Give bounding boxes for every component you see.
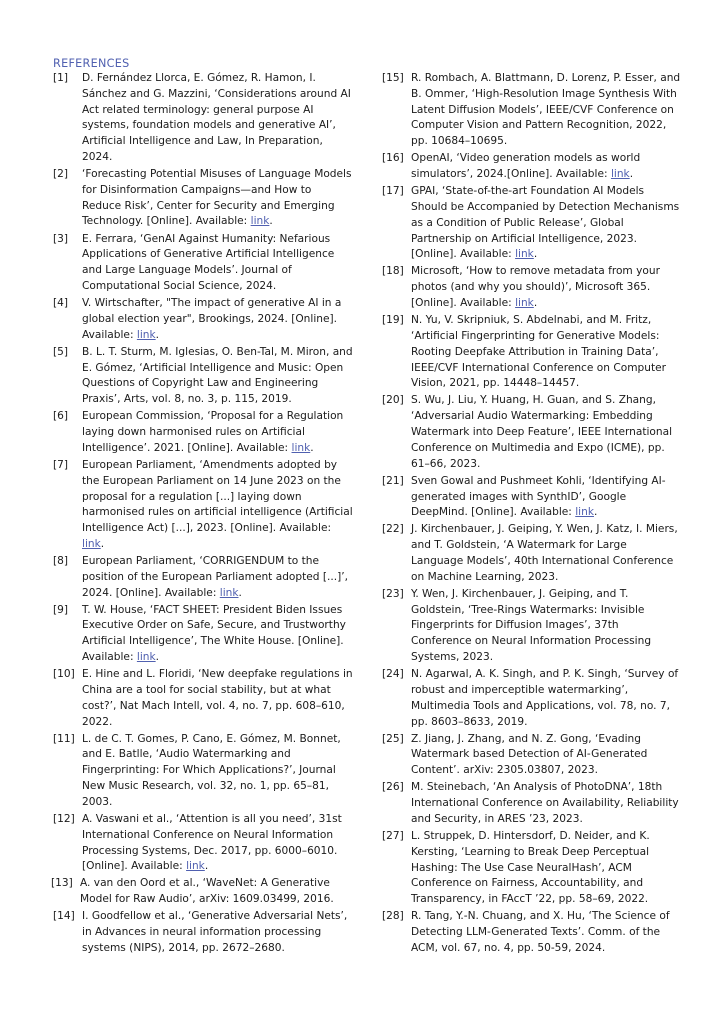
reference-tail: .	[155, 328, 160, 341]
reference-item	[53, 909, 353, 956]
reference-item	[53, 554, 353, 601]
reference-number: [12]	[53, 812, 75, 825]
reference-item	[53, 71, 353, 166]
reference-citation: B. L. T. Sturm, M. Iglesias, O. Ben-Tal, M. Miron, and E. Gómez, ‘Artificial Intelligence and Music: Open Questions of Copyright Law and Engineering Praxis’, Arts, vol. 8, no. 3, p. 115, 2019.	[82, 345, 353, 406]
reference-number: [17]	[382, 185, 404, 198]
reference-number: [18]	[382, 265, 404, 278]
reference-item	[53, 296, 353, 343]
reference-number: [20]	[382, 394, 404, 407]
reference-text	[82, 71, 353, 166]
reference-number: [16]	[382, 152, 404, 165]
references-heading: REFERENCES	[53, 57, 130, 70]
reference-link[interactable]: link	[219, 586, 239, 599]
reference-text	[411, 151, 682, 183]
reference-text	[82, 812, 353, 875]
reference-tail: .	[100, 537, 105, 550]
reference-item	[382, 71, 682, 150]
references-left-column	[53, 71, 353, 958]
reference-item	[382, 313, 682, 392]
reference-citation: E. Hine and L. Floridi, ‘New deepfake regulations in China are a tool for social stability, but at what cost?’, Nat Mach Intell, vol. 4, no. 7, pp. 608–610, 2022.	[82, 668, 353, 728]
reference-text	[82, 554, 353, 601]
reference-item	[382, 264, 682, 311]
reference-item	[53, 876, 353, 908]
reference-text	[82, 603, 353, 666]
reference-link[interactable]: link	[291, 441, 311, 454]
reference-link[interactable]: link	[515, 248, 534, 261]
reference-link[interactable]: link	[136, 651, 156, 664]
reference-item	[382, 667, 682, 730]
reference-item	[382, 522, 682, 585]
reference-tail: .	[533, 297, 538, 310]
reference-text	[411, 829, 682, 908]
reference-number: [19]	[382, 314, 404, 327]
reference-citation: L. de C. T. Gomes, P. Cano, E. Gómez, M. Bonnet, and E. Batlle, ‘Audio Watermarking and Fingerprinting: For Which Applications?’, Journal New Music Research, vol. 32, no. 1, pp. 65–81, 2003.	[82, 732, 341, 808]
reference-citation: A. van den Oord et al., ‘WaveNet: A Generative Model for Raw Audio’, arXiv: 1609.03499, 2016.	[80, 877, 334, 906]
reference-citation: European Parliament, ‘CORRIGENDUM to the position of the European Parliament adopted [...]’, 2024. [Online]. Available:	[82, 554, 348, 599]
reference-text	[411, 393, 682, 472]
reference-citation: R. Rombach, A. Blattmann, D. Lorenz, P. Esser, and B. Ommer, ‘High-Resolution Image Synthesis With Latent Diffusion Models’, IEEE/CVF Conference on Computer Vision and Pattern Recognition, 2022, pp. 10684–10695.	[411, 72, 681, 148]
reference-text	[82, 458, 353, 553]
reference-citation: V. Wirtschafter, "The impact of generative AI in a global election year", Brookings, 2024. [Online]. Available:	[82, 297, 342, 341]
reference-number: [10]	[53, 668, 75, 681]
reference-link[interactable]: link	[136, 328, 156, 341]
reference-number: [11]	[53, 732, 75, 745]
reference-number: [28]	[382, 910, 404, 923]
reference-number: [8]	[53, 554, 69, 567]
reference-item	[53, 232, 353, 295]
reference-tail: .	[238, 586, 242, 599]
reference-link[interactable]: link	[575, 506, 594, 519]
reference-citation: J. Kirchenbauer, J. Geiping, Y. Wen, J. Katz, I. Miers, and T. Goldstein, ‘A Watermark for Large Language Models’, 40th International Conference on Machine Learning, 2023.	[411, 523, 678, 583]
reference-citation: European Parliament, ‘Amendments adopted by the European Parliament on 14 June 2023 on the proposal for a regulation [...] laying down harmonised rules on artificial intelligence (Artificial Intelligence Act) [...], 2023. [Online]. Available:	[82, 458, 353, 535]
reference-number: [26]	[382, 781, 404, 794]
reference-number: [27]	[382, 830, 404, 843]
reference-item	[53, 409, 353, 456]
reference-number: [3]	[53, 232, 69, 245]
reference-citation: N. Yu, V. Skripniuk, S. Abdelnabi, and M. Fritz, ‘Artificial Fingerprinting for Generative Models: Rooting Deepfake Attribution in Training Data’, IEEE/CVF International Conference on Computer Vision, 2021, pp. 14448–14457.	[411, 314, 666, 390]
reference-number: [23]	[382, 587, 404, 600]
reference-number: [6]	[53, 410, 69, 423]
reference-number: [14]	[53, 910, 75, 923]
reference-text	[411, 780, 682, 827]
reference-text	[411, 184, 682, 263]
reference-number: [2]	[53, 168, 69, 181]
reference-text	[82, 732, 353, 811]
reference-citation: T. W. House, ‘FACT SHEET: President Biden Issues Executive Order on Safe, Secure, and Trustworthy Artificial Intelligence’, The White House. [Online]. Available:	[82, 603, 346, 664]
reference-citation: I. Goodfellow et al., ‘Generative Adversarial Nets’, in Advances in neural information processing systems (NIPS), 2014, pp. 2672–2680.	[82, 910, 348, 954]
reference-citation: E. Ferrara, ‘GenAI Against Humanity: Nefarious Applications of Generative Artificial Intelligence and Large Language Models’. Journal of Computational Social Science, 2024.	[82, 232, 335, 292]
reference-number: [1]	[53, 72, 69, 84]
reference-text	[82, 409, 353, 456]
reference-citation: R. Tang, Y.-N. Chuang, and X. Hu, ‘The Science of Detecting LLM-Generated Texts’. Comm. of the ACM, vol. 67, no. 4, pp. 50-59, 2024.	[411, 910, 670, 954]
reference-link[interactable]: link	[610, 168, 630, 181]
reference-text	[82, 909, 353, 956]
reference-text	[80, 876, 353, 908]
reference-tail: .	[204, 860, 209, 873]
reference-tail: .	[269, 215, 273, 228]
reference-link[interactable]: link	[186, 860, 205, 873]
reference-citation: GPAI, ‘State-of-the-art Foundation AI Models Should be Accompanied by Detection Mechanisms as a Condition of Public Release’, Global Partnership on Artificial Intelligence, 2023. [Online]. Available:	[411, 185, 680, 261]
reference-text	[411, 522, 682, 585]
reference-text	[411, 732, 682, 779]
reference-number: [5]	[53, 345, 69, 358]
reference-citation: D. Fernández Llorca, E. Gómez, R. Hamon, I. Sánchez and G. Mazzini, ‘Considerations around AI Act related terminology: general purpose AI systems, foundation models and generative AI’, Artificial Intelligence and Law, In Preparation, 2024.	[82, 72, 351, 163]
reference-number: [25]	[382, 732, 404, 745]
reference-citation: Microsoft, ‘How to remove metadata from your photos (and why you should)’, Microsoft 365. [Online]. Available:	[411, 265, 660, 310]
reference-link[interactable]: link	[515, 297, 534, 310]
reference-link[interactable]: link	[82, 537, 101, 550]
reference-item	[53, 458, 353, 553]
reference-text	[411, 313, 682, 392]
reference-item	[53, 345, 353, 408]
reference-item	[53, 603, 353, 666]
reference-text	[82, 345, 353, 408]
reference-item	[53, 732, 353, 811]
reference-citation: OpenAI, ‘Video generation models as world simulators’, 2024.[Online]. Available:	[411, 152, 641, 181]
reference-number: [22]	[382, 523, 404, 536]
reference-text	[411, 909, 682, 956]
reference-number: [21]	[382, 474, 404, 487]
reference-text	[82, 667, 353, 730]
reference-citation: ‘Forecasting Potential Misuses of Language Models for Disinformation Campaigns—and How to Reduce Risk’, Center for Security and Emerging Technology. [Online]. Available:	[82, 168, 352, 228]
reference-item	[382, 474, 682, 521]
reference-tail: .	[629, 168, 634, 181]
reference-item	[382, 587, 682, 666]
reference-item	[382, 732, 682, 779]
reference-item	[53, 667, 353, 730]
reference-text	[82, 167, 353, 230]
reference-text	[82, 296, 353, 343]
reference-number: [7]	[53, 458, 69, 471]
reference-citation: Z. Jiang, J. Zhang, and N. Z. Gong, ‘Evading Watermark based Detection of AI-Generated Content’. arXiv: 2305.03807, 2023.	[411, 732, 648, 777]
reference-citation: A. Vaswani et al., ‘Attention is all you need’, 31st International Conference on Neural Information Processing Systems, Dec. 2017, pp. 6000–6010. [Online]. Available:	[82, 812, 342, 873]
reference-tail: .	[155, 651, 160, 664]
reference-citation: European Commission, ‘Proposal for a Regulation laying down harmonised rules on Artificial Intelligence’. 2021. [Online]. Available:	[82, 410, 344, 454]
reference-item	[53, 812, 353, 875]
reference-item	[382, 151, 682, 183]
reference-number: [24]	[382, 668, 404, 681]
reference-tail: .	[533, 248, 538, 261]
reference-item	[382, 829, 682, 908]
reference-text	[411, 587, 682, 666]
reference-item	[382, 393, 682, 472]
reference-citation: M. Steinebach, ‘An Analysis of PhotoDNA’, 18th International Conference on Availability, Reliability and Security, in ARES ’23, 2023.	[411, 781, 679, 825]
reference-citation: Y. Wen, J. Kirchenbauer, J. Geiping, and T. Goldstein, ‘Tree-Rings Watermarks: Invisible Fingerprints for Diffusion Images’, 37th Conference on Neural Information Processing Systems, 2023.	[411, 587, 652, 664]
reference-text	[411, 474, 682, 521]
reference-item	[382, 780, 682, 827]
reference-item	[382, 184, 682, 263]
reference-link[interactable]: link	[250, 215, 270, 228]
reference-tail: .	[310, 441, 314, 454]
reference-citation: N. Agarwal, A. K. Singh, and P. K. Singh, ‘Survey of robust and imperceptible watermarking’, Multimedia Tools and Applications, vol. 78, no. 7, pp. 8603–8633, 2019.	[411, 668, 679, 728]
reference-citation: S. Wu, J. Liu, Y. Huang, H. Guan, and S. Zhang, ‘Adversarial Audio Watermarking: Embedding Watermark into Deep Feature’, IEEE International Conference on Multimedia and Expo (ICME), pp. 61–66, 2023.	[411, 394, 673, 470]
reference-text	[411, 264, 682, 311]
reference-citation: L. Struppek, D. Hintersdorf, D. Neider, and K. Kersting, ‘Learning to Break Deep Perceptual Hashing: The Use Case NeuralHash’, ACM Conference on Fairness, Accountability, and Transparency, in FAccT ’22, pp. 58–69, 2022.	[411, 830, 650, 906]
references-right-column	[382, 71, 682, 958]
reference-number: [13]	[51, 877, 73, 890]
reference-number: [15]	[382, 72, 404, 84]
reference-tail: .	[593, 506, 598, 519]
reference-number: [9]	[53, 603, 69, 616]
reference-text	[411, 71, 682, 150]
reference-text	[82, 232, 353, 295]
reference-number: [4]	[53, 297, 69, 310]
reference-citation: Sven Gowal and Pushmeet Kohli, ‘Identifying AI-generated images with SynthID’, Google DeepMind. [Online]. Available:	[411, 474, 666, 519]
reference-item	[382, 909, 682, 956]
reference-text	[411, 667, 682, 730]
reference-item	[53, 167, 353, 230]
